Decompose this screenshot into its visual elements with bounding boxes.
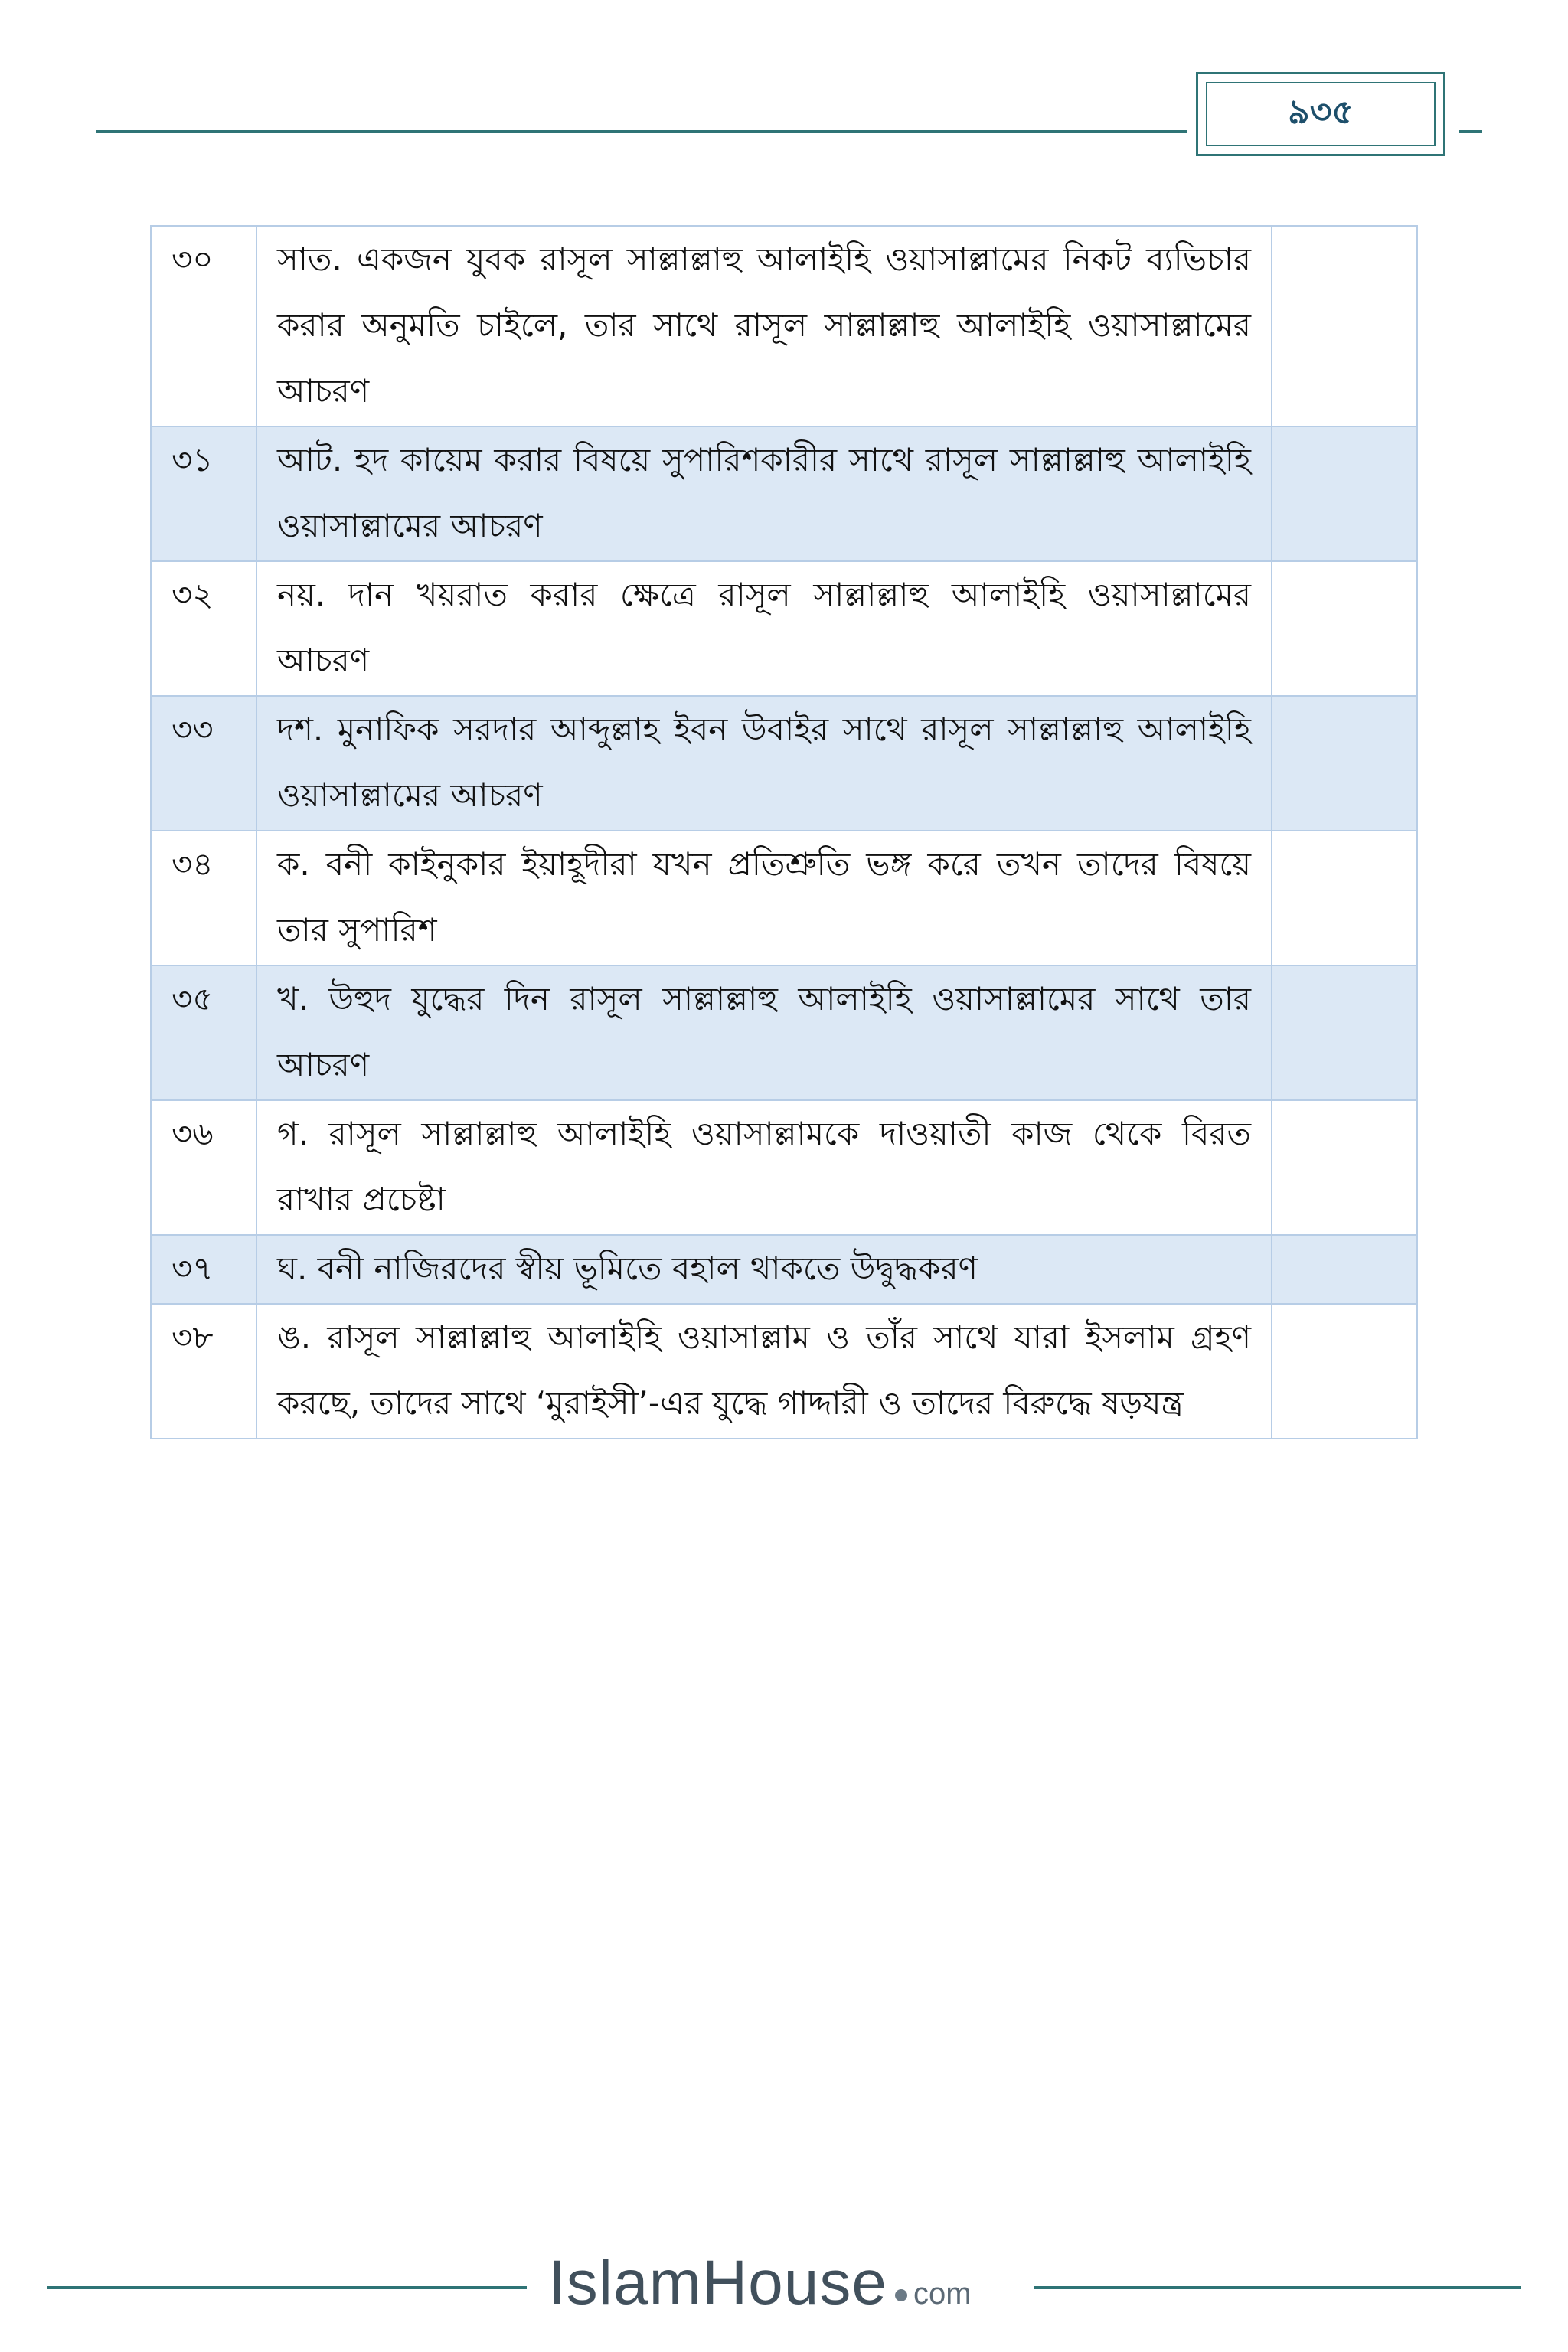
row-page-cell (1272, 1235, 1417, 1304)
page-number: ৯৩৫ (1206, 82, 1436, 146)
table-row (151, 1100, 1417, 1235)
row-page-cell (1272, 1304, 1417, 1439)
row-number: ৩৭ (151, 1235, 256, 1304)
row-page-cell (1272, 226, 1417, 426)
table-row (151, 965, 1417, 1100)
page-number-box (1196, 72, 1446, 156)
footer-rule-right (1034, 2286, 1521, 2289)
row-page-cell (1272, 696, 1417, 831)
table-row (151, 426, 1417, 561)
table-row (151, 1235, 1417, 1304)
islamhouse-logo[interactable] (548, 2245, 1015, 2321)
row-number: ৩০ (151, 226, 256, 426)
row-number: ৩৬ (151, 1100, 256, 1235)
row-text: ঙ. রাসূল সাল্লাল্লাহু আলাইহি ওয়াসাল্লাম ও তাঁর সাথে যারা ইসলাম গ্রহণ করছে, তাদের সাথে ‘মুরাইসী’-এর যুদ্ধে গাদ্দারী ও তাদের বিরুদ্ধে ষড়যন্ত্র (256, 1304, 1272, 1439)
row-number: ৩২ (151, 561, 256, 696)
row-text: ক. বনী কাইনুকার ইয়াহূদীরা যখন প্রতিশ্রুতি ভঙ্গ করে তখন তাদের বিষয়ে তার সুপারিশ (256, 831, 1272, 965)
logo-suffix: com (913, 2276, 972, 2311)
row-page-cell (1272, 426, 1417, 561)
row-number: ৩৮ (151, 1304, 256, 1439)
row-text: নয়. দান খয়রাত করার ক্ষেত্রে রাসূল সাল্লাল্লাহু আলাইহি ওয়াসাল্লামের আচরণ (256, 561, 1272, 696)
row-number: ৩৫ (151, 965, 256, 1100)
header-rule-tail (1459, 130, 1482, 133)
row-number: ৩৪ (151, 831, 256, 965)
contents-table-container (150, 225, 1416, 1439)
table-row (151, 561, 1417, 696)
header-rule (96, 130, 1187, 133)
table-row (151, 696, 1417, 831)
table-row (151, 226, 1417, 426)
row-text: ঘ. বনী নাজিরদের স্বীয় ভূমিতে বহাল থাকতে উদ্বুদ্ধকরণ (256, 1235, 1272, 1304)
logo-wordmark: IslamHouse (548, 2248, 887, 2318)
row-text: খ. উহুদ যুদ্ধের দিন রাসূল সাল্লাল্লাহু আলাইহি ওয়াসাল্লামের সাথে তার আচরণ (256, 965, 1272, 1100)
table-row (151, 831, 1417, 965)
row-page-cell (1272, 561, 1417, 696)
table-row (151, 1304, 1417, 1439)
row-number: ৩১ (151, 426, 256, 561)
row-text: দশ. মুনাফিক সরদার আব্দুল্লাহ ইবন উবাইর সাথে রাসূল সাল্লাল্লাহু আলাইহি ওয়াসাল্লামের আচরণ (256, 696, 1272, 831)
row-text: গ. রাসূল সাল্লাল্লাহু আলাইহি ওয়াসাল্লামকে দাওয়াতী কাজ থেকে বিরত রাখার প্রচেষ্টা (256, 1100, 1272, 1235)
contents-table (150, 225, 1418, 1439)
row-page-cell (1272, 965, 1417, 1100)
row-text: আট. হদ কায়েম করার বিষয়ে সুপারিশকারীর সাথে রাসূল সাল্লাল্লাহু আলাইহি ওয়াসাল্লামের আচরণ (256, 426, 1272, 561)
row-page-cell (1272, 1100, 1417, 1235)
row-text: সাত. একজন যুবক রাসূল সাল্লাল্লাহু আলাইহি ওয়াসাল্লামের নিকট ব্যভিচার করার অনুমতি চাইলে, তার সাথে রাসূল সাল্লাল্লাহু আলাইহি ওয়াসাল্লামের আচরণ (256, 226, 1272, 426)
row-page-cell (1272, 831, 1417, 965)
logo-dot-icon (895, 2289, 907, 2301)
footer-rule-left (47, 2286, 527, 2289)
row-number: ৩৩ (151, 696, 256, 831)
